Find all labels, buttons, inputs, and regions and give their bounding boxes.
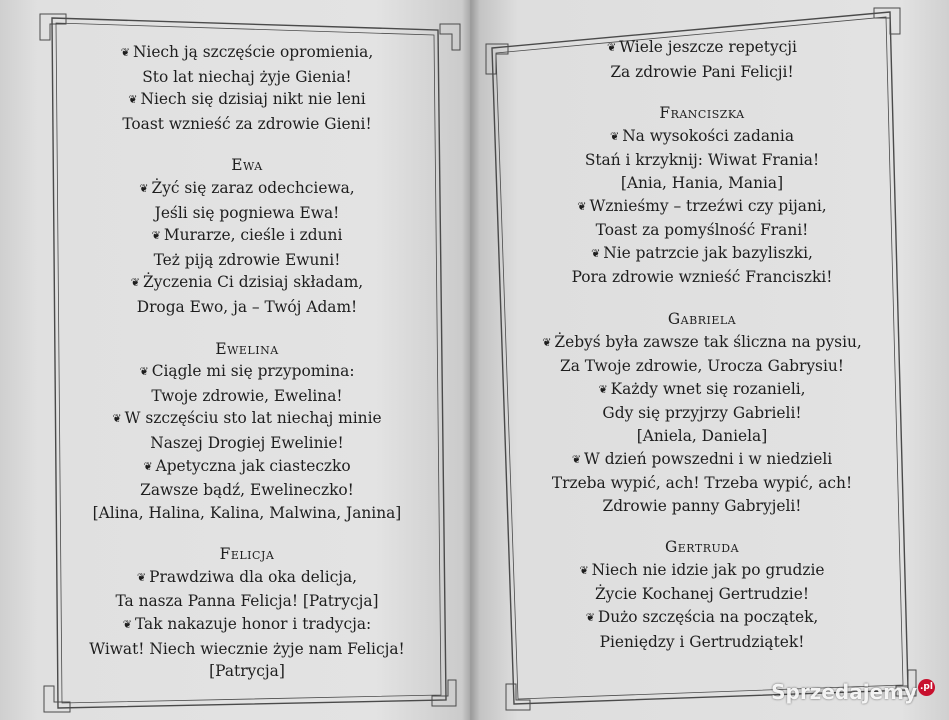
leaf-ornament-icon: ❦: [585, 611, 595, 625]
verse-text: Zdrowie panny Gabryjeli!: [602, 496, 802, 515]
leaf-ornament-icon: ❦: [112, 412, 122, 426]
verse-line: [512, 172, 892, 195]
verse-line: [72, 455, 422, 480]
verse-line: [512, 355, 892, 378]
verse-text: Zawsze bądź, Ewelineczko!: [140, 481, 354, 500]
verse-text: Droga Ewo, ja – Twój Adam!: [136, 297, 358, 316]
leaf-ornament-icon: ❦: [579, 563, 589, 577]
watermark-logo: Sprzedajemy .pl: [771, 680, 935, 706]
leaf-ornament-icon: ❦: [136, 570, 147, 584]
leaf-ornament-icon: ❦: [130, 276, 141, 290]
verse-text: Życie Kochanej Gertrudzie!: [594, 585, 810, 604]
verse-line: [72, 360, 422, 385]
verse-text: Apetyczna jak ciasteczko: [155, 456, 351, 475]
verse-line: [72, 66, 422, 89]
verse-text: Pora zdrowie wznieść Franciszki!: [571, 268, 833, 287]
verse-text: Niech ją szczęście opromienia,: [132, 43, 374, 61]
verse-text: Też piją zdrowie Ewuni!: [153, 250, 341, 269]
verse-text: W dzień powszedni i w niedzieli: [584, 449, 833, 468]
verse-text: Żyć się zaraz odechciewa,: [151, 178, 355, 197]
verse-text: Każdy wnet się rozanieli,: [610, 379, 806, 398]
verse-line: [72, 202, 422, 225]
verse-line: [512, 266, 892, 289]
verse-line: [512, 331, 892, 356]
verse-line: [72, 613, 422, 638]
book-gutter: [462, 0, 480, 720]
verse-text: Ta nasza Panna Felicja! [Patrycja]: [115, 592, 379, 611]
leaf-ornament-icon: ❦: [591, 246, 601, 260]
verse-line: [72, 41, 422, 66]
verse-text: Na wysokości zadania: [622, 126, 795, 145]
verse-line: [72, 479, 422, 502]
verse-line: [512, 402, 892, 425]
verse-line: [72, 638, 422, 661]
verse-text: Tak nakazuje honor i tradycja:: [134, 615, 372, 634]
verse-line: [512, 631, 892, 654]
verse-line: [512, 242, 892, 267]
name-heading: Gertruda: [664, 538, 740, 557]
verse-text: Za Twoje zdrowie, Urocza Gabrysiu!: [560, 357, 844, 376]
verse-text: Gdy się przyjrzy Gabrieli!: [602, 404, 802, 423]
verse-line: [72, 249, 422, 272]
verse-line: [72, 296, 422, 319]
leaf-ornament-icon: ❦: [120, 46, 130, 59]
verse-text: Niech nie idzie jak po grudzie: [591, 560, 825, 579]
leaf-ornament-icon: ❦: [577, 199, 587, 213]
verse-text: [Aniela, Daniela]: [636, 426, 768, 445]
verse-line: [512, 219, 892, 242]
name-heading: Gabriela: [667, 309, 737, 328]
leaf-ornament-icon: ❦: [151, 229, 161, 243]
verse-text: Twoje zdrowie, Ewelina!: [151, 386, 343, 405]
verse-text: Nie patrzcie jak bazyliszki,: [603, 243, 813, 262]
verse-line: [512, 583, 892, 606]
leaf-ornament-icon: ❦: [571, 452, 582, 466]
leaf-ornament-icon: ❦: [143, 459, 153, 473]
leaf-ornament-icon: ❦: [598, 382, 608, 396]
verse-line: [72, 113, 422, 136]
verse-line: [72, 271, 422, 296]
verse-text: Wznieśmy – trzeźwi czy pijani,: [589, 196, 827, 215]
verse-line: [72, 590, 422, 613]
left-page-text: [72, 41, 422, 683]
verse-text: Ciągle mi się przypomina:: [151, 362, 355, 381]
leaf-ornament-icon: ❦: [139, 365, 149, 379]
verse-line: [512, 559, 892, 584]
leaf-ornament-icon: ❦: [542, 335, 552, 349]
verse-text: Stań i krzyknij: Wiwat Frania!: [584, 151, 820, 170]
verse-line: [512, 36, 892, 61]
verse-text: Toast wznieść za zdrowie Gieni!: [122, 114, 372, 133]
name-heading: Felicja: [219, 545, 275, 564]
verse-text: Sto lat niechaj żyje Gienia!: [142, 67, 352, 86]
verse-text: Życzenia Ci dzisiaj składam,: [143, 273, 364, 292]
name-heading: Ewa: [231, 156, 263, 175]
verse-line: [72, 502, 422, 525]
verse-line: [512, 606, 892, 631]
verse-text: Niech się dzisiaj nikt nie leni: [140, 90, 366, 109]
verse-line: [72, 224, 422, 249]
verse-line: [72, 88, 422, 113]
verse-line: [512, 495, 892, 518]
verse-text: Toast za pomyślność Frani!: [595, 221, 809, 240]
verse-text: [Ania, Hania, Mania]: [620, 173, 784, 192]
verse-text: Wiele jeszcze repetycji: [619, 38, 797, 56]
name-heading: Ewelina: [215, 339, 279, 358]
leaf-ornament-icon: ❦: [122, 618, 132, 632]
leaf-ornament-icon: ❦: [128, 93, 138, 107]
leaf-ornament-icon: ❦: [609, 129, 620, 143]
verse-line: [512, 378, 892, 403]
verse-text: Prawdziwa dla oka delicja,: [149, 567, 358, 586]
verse-text: Naszej Drogiej Ewelinie!: [150, 433, 344, 452]
name-heading: Franciszka: [659, 104, 745, 123]
verse-line: [512, 425, 892, 448]
verse-line: [512, 61, 892, 84]
verse-text: Pieniędzy i Gertrudziątek!: [599, 632, 805, 651]
verse-line: [512, 195, 892, 220]
verse-text: Wiwat! Niech wiecznie żyje nam Felicja!: [89, 639, 405, 658]
verse-line: [512, 448, 892, 473]
verse-text: Za zdrowie Pani Felicji!: [610, 62, 794, 81]
verse-text: Dużo szczęścia na początek,: [597, 608, 819, 627]
verse-line: [512, 125, 892, 150]
verse-text: [Patrycja]: [209, 662, 285, 681]
verse-text: Murarze, cieśle i zduni: [163, 226, 343, 245]
verse-line: [512, 472, 892, 495]
verse-line: [72, 432, 422, 455]
verse-text: W szczęściu sto lat niechaj minie: [124, 409, 382, 428]
verse-line: [72, 177, 422, 202]
leaf-ornament-icon: ❦: [139, 181, 149, 195]
verse-text: Jeśli się pogniewa Ewa!: [154, 203, 340, 222]
verse-line: [72, 660, 422, 683]
verse-line: [512, 149, 892, 172]
leaf-ornament-icon: ❦: [607, 41, 617, 54]
verse-text: [Alina, Halina, Kalina, Malwina, Janina]: [92, 503, 402, 522]
verse-line: [72, 407, 422, 432]
verse-text: Trzeba wypić, ach! Trzeba wypić, ach!: [551, 474, 853, 493]
verse-line: [72, 566, 422, 591]
right-page-text: [512, 36, 892, 653]
verse-text: Żebyś była zawsze tak śliczna na pysiu,: [554, 332, 862, 351]
verse-line: [72, 385, 422, 408]
